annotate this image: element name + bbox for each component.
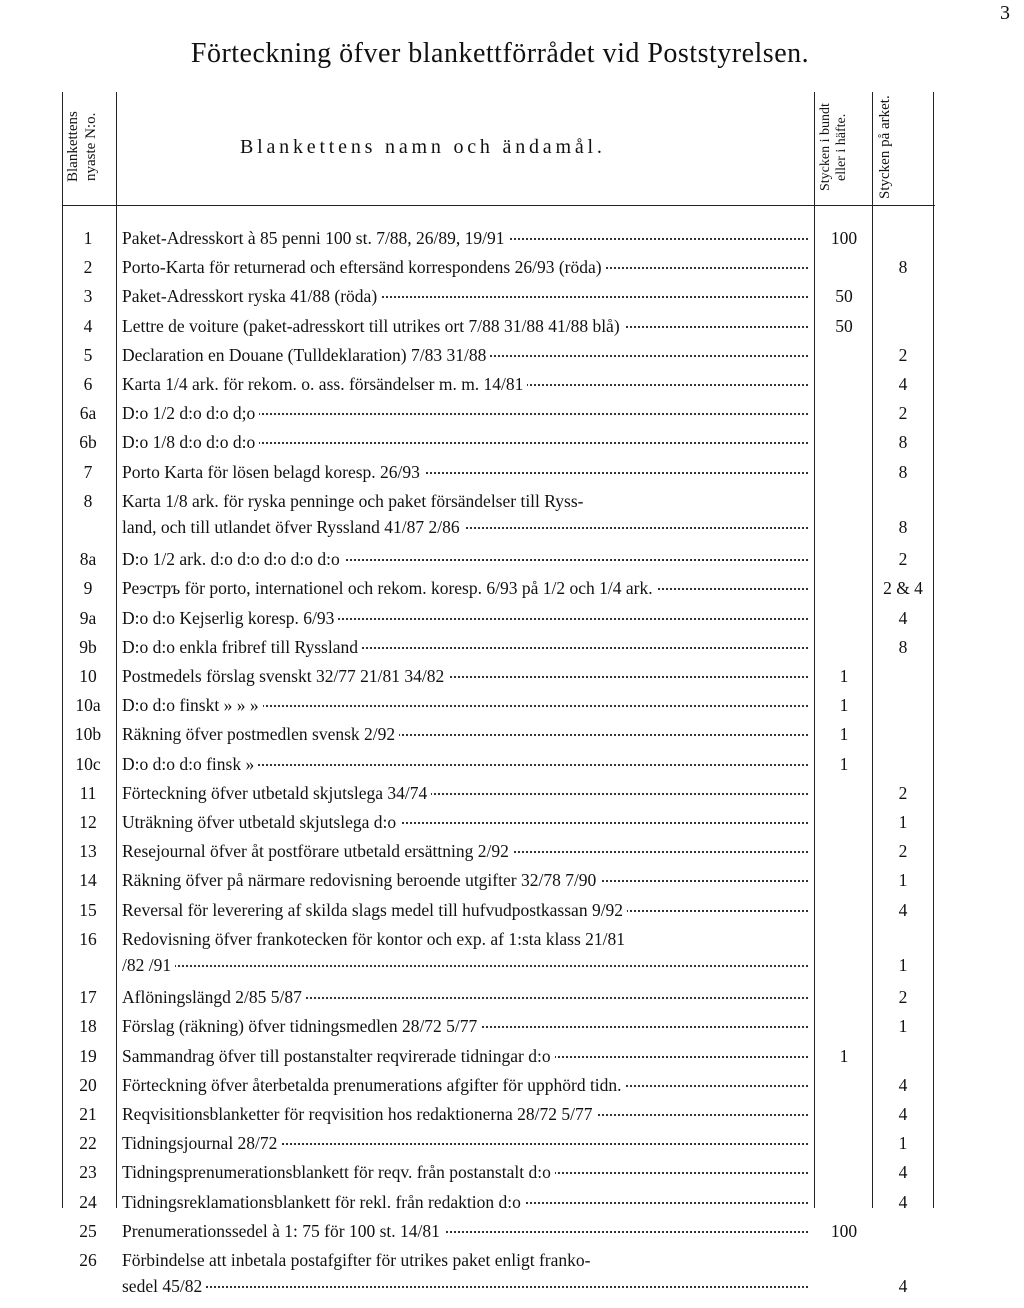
row-description-text: Resejournal öfver åt postförare utbetald ersättning 2/92 xyxy=(122,841,513,861)
row-number: 10a xyxy=(75,695,101,715)
row-description xyxy=(122,987,812,1008)
row-description xyxy=(122,491,812,512)
row-number: 20 xyxy=(79,1075,97,1095)
table-row xyxy=(0,1046,1024,1076)
row-description xyxy=(122,1133,812,1154)
row-sheet-count: 2 xyxy=(898,841,908,861)
row-number: 2 xyxy=(83,257,93,277)
row-sheet-count: 1 xyxy=(898,812,908,832)
row-number: 18 xyxy=(79,1016,97,1036)
table-row xyxy=(0,754,1024,784)
row-number: 10b xyxy=(74,724,102,744)
page-title: Förteckning öfver blankettförrådet vid Poststyrelsen. xyxy=(190,38,810,69)
table-row xyxy=(0,900,1024,930)
row-description-text: Reversal för leverering af skilda slags medel till hufvudpostkassan 9/92 xyxy=(122,900,627,920)
row-sheet-count: 4 xyxy=(898,1104,908,1124)
table-row xyxy=(0,870,1024,900)
row-sheet-count: 8 xyxy=(898,257,908,277)
row-description-text: Paket-Adresskort ryska 41/88 (röda) xyxy=(122,286,381,306)
row-number: 6a xyxy=(79,403,97,423)
table-row xyxy=(0,666,1024,696)
table-row xyxy=(0,695,1024,725)
row-description xyxy=(122,1221,812,1242)
row-description xyxy=(122,608,812,629)
row-description-text: Reqvisitionsblanketter för reqvisition hos redaktionerna 28/72 5/77 xyxy=(122,1104,596,1124)
row-description-text: Uträkning öfver utbetald skjutslega d:o xyxy=(122,812,400,832)
row-sheet-count: 1 xyxy=(898,1133,908,1153)
row-description-continued-text: sedel 45/82 xyxy=(122,1276,206,1296)
row-number: 10c xyxy=(75,754,101,774)
row-description-text: Tidningsprenumerationsblankett för reqv. från postanstalt d:o xyxy=(122,1162,555,1182)
header-number-column: Blankettens nyaste N:o. xyxy=(65,111,99,183)
row-number: 26 xyxy=(79,1250,97,1270)
row-sheet-count: 2 xyxy=(898,987,908,1007)
row-description-text: D:o d:o finskt » » » xyxy=(122,695,263,715)
table-row xyxy=(0,286,1024,316)
row-description xyxy=(122,695,812,716)
table-row xyxy=(0,1016,1024,1046)
row-bound-count: 1 xyxy=(839,695,849,715)
table-row xyxy=(0,929,1024,975)
row-description xyxy=(122,345,812,366)
table-row xyxy=(0,783,1024,813)
row-description xyxy=(122,1046,812,1067)
row-number: 7 xyxy=(83,462,93,482)
row-description-text: Porto-Karta för returnerad och eftersänd korrespondens 26/93 (röda) xyxy=(122,257,606,277)
row-description-text: D:o 1/8 d:o d:o d:o xyxy=(122,432,259,452)
row-bound-count: 1 xyxy=(839,754,849,774)
row-description xyxy=(122,374,812,395)
row-description-text: Declaration en Douane (Tulldeklaration) 7/83 31/88 xyxy=(122,345,490,365)
row-description-text: D:o d:o d:o finsk » xyxy=(122,754,258,774)
row-number: 8a xyxy=(79,549,97,569)
row-description xyxy=(122,841,812,862)
row-number: 25 xyxy=(79,1221,97,1241)
table-row xyxy=(0,812,1024,842)
row-description xyxy=(122,900,812,921)
header-rule xyxy=(62,205,935,206)
row-number: 14 xyxy=(79,870,97,890)
row-description-text: Tidningsjournal 28/72 xyxy=(122,1133,281,1153)
row-sheet-count: 1 xyxy=(898,870,908,890)
row-description-text: Tidningsreklamationsblankett för rekl. från redaktion d:o xyxy=(122,1192,525,1212)
header-sheet-column: Stycken på arket. xyxy=(877,95,893,199)
row-sheet-count: 4 xyxy=(898,1192,908,1212)
row-sheet-count: 1 xyxy=(898,955,908,975)
row-description-continued-text: land, och till utlandet öfver Ryssland 41/87 2/86 xyxy=(122,517,464,537)
row-bound-count: 1 xyxy=(839,666,849,686)
row-description xyxy=(122,724,812,745)
row-number: 9a xyxy=(79,608,97,628)
row-sheet-count: 8 xyxy=(898,517,908,537)
row-number: 6 xyxy=(83,374,93,394)
row-description-text: Реэстръ för porto, internationel och rekom. koresp. 6/93 på 1/2 och 1/4 ark. xyxy=(122,578,657,598)
row-description xyxy=(122,1162,812,1183)
row-description-text: Postmedels förslag svenskt 32/77 21/81 34/82 xyxy=(122,666,448,686)
table-row xyxy=(0,228,1024,258)
row-description xyxy=(122,286,812,307)
row-sheet-count: 4 xyxy=(898,374,908,394)
row-sheet-count: 8 xyxy=(898,637,908,657)
row-description-text: D:o d:o Kejserlig koresp. 6/93 xyxy=(122,608,338,628)
row-number: 3 xyxy=(83,286,93,306)
table-row xyxy=(0,345,1024,375)
row-description xyxy=(122,783,812,804)
row-sheet-count: 4 xyxy=(898,1276,908,1296)
row-number: 12 xyxy=(79,812,97,832)
row-description-text: Räkning öfver på närmare redovisning beroende utgifter 32/78 7/90 xyxy=(122,870,600,890)
row-description xyxy=(122,462,812,483)
row-description xyxy=(122,432,812,453)
table-row xyxy=(0,578,1024,608)
row-description xyxy=(122,1250,812,1271)
row-sheet-count: 2 & 4 xyxy=(883,578,923,598)
table-row xyxy=(0,491,1024,537)
row-sheet-count: 2 xyxy=(898,403,908,423)
row-description-continued xyxy=(122,955,812,976)
row-description-continued-text: /82 /91 xyxy=(122,955,175,975)
row-description-text: Förteckning öfver återbetalda prenumerations afgifter för upphörd tidn. xyxy=(122,1075,626,1095)
row-description-text: Lettre de voiture (paket-adresskort till utrikes ort 7/88 31/88 41/88 blå) xyxy=(122,316,624,336)
row-description-text: Paket-Adresskort à 85 penni 100 st. 7/88, 26/89, 19/91 xyxy=(122,228,509,248)
row-description xyxy=(122,316,812,337)
row-number: 16 xyxy=(79,929,97,949)
row-sheet-count: 2 xyxy=(898,345,908,365)
row-sheet-count: 4 xyxy=(898,1075,908,1095)
row-description xyxy=(122,403,812,424)
table-row xyxy=(0,987,1024,1017)
row-description xyxy=(122,929,812,950)
table-row xyxy=(0,841,1024,871)
row-number: 21 xyxy=(79,1104,97,1124)
row-description-text: D:o 1/2 d:o d:o d;o xyxy=(122,403,259,423)
row-number: 1 xyxy=(83,228,93,248)
row-description xyxy=(122,549,812,570)
row-description xyxy=(122,1104,812,1125)
table-row xyxy=(0,724,1024,754)
row-number: 6b xyxy=(79,432,97,452)
table-row xyxy=(0,374,1024,404)
table-row xyxy=(0,1192,1024,1222)
row-bound-count: 50 xyxy=(835,316,853,336)
row-sheet-count: 4 xyxy=(898,1162,908,1182)
row-number: 23 xyxy=(79,1162,97,1182)
row-description-text: Förteckning öfver utbetald skjutslega 34/74 xyxy=(122,783,431,803)
row-sheet-count: 8 xyxy=(898,432,908,452)
table-row xyxy=(0,1075,1024,1105)
row-description-text: Räkning öfver postmedlen svensk 2/92 xyxy=(122,724,399,744)
header-bound-column: Stycken i bundt eller i häfte. xyxy=(818,103,849,191)
row-bound-count: 100 xyxy=(830,228,858,248)
row-description-continued xyxy=(122,517,812,538)
row-description xyxy=(122,1075,812,1096)
row-number: 24 xyxy=(79,1192,97,1212)
table-row xyxy=(0,403,1024,433)
row-bound-count: 1 xyxy=(839,724,849,744)
row-description-text: D:o 1/2 ark. d:o d:o d:o d:o d:o xyxy=(122,549,344,569)
table-row xyxy=(0,1221,1024,1251)
row-description xyxy=(122,257,812,278)
row-number: 10 xyxy=(79,666,97,686)
row-number: 22 xyxy=(79,1133,97,1153)
row-description xyxy=(122,666,812,687)
row-description xyxy=(122,637,812,658)
row-description-text: Sammandrag öfver till postanstalter reqvirerade tidningar d:o xyxy=(122,1046,555,1066)
row-number: 19 xyxy=(79,1046,97,1066)
row-number: 8 xyxy=(83,491,93,511)
table-row xyxy=(0,1250,1024,1296)
row-number: 9b xyxy=(79,637,97,657)
row-sheet-count: 4 xyxy=(898,900,908,920)
row-description xyxy=(122,1192,812,1213)
row-description-text: Karta 1/8 ark. för ryska penninge och paket försändelser till Ryss- xyxy=(122,491,587,511)
row-description xyxy=(122,578,812,599)
table-row xyxy=(0,1162,1024,1192)
row-sheet-count: 2 xyxy=(898,549,908,569)
row-number: 13 xyxy=(79,841,97,861)
row-description-text: Karta 1/4 ark. för rekom. o. ass. försändelser m. m. 14/81 xyxy=(122,374,527,394)
row-number: 17 xyxy=(79,987,97,1007)
table-row xyxy=(0,462,1024,492)
row-description-text: D:o d:o enkla fribref till Ryssland xyxy=(122,637,362,657)
row-sheet-count: 4 xyxy=(898,608,908,628)
row-description-continued xyxy=(122,1276,812,1297)
row-number: 9 xyxy=(83,578,93,598)
table-row xyxy=(0,257,1024,287)
row-description-text: Förbindelse att inbetala postafgifter för utrikes paket enligt franko- xyxy=(122,1250,594,1270)
row-number: 4 xyxy=(83,316,93,336)
table-row xyxy=(0,1104,1024,1134)
row-number: 11 xyxy=(79,783,97,803)
row-description xyxy=(122,812,812,833)
row-description-text: Redovisning öfver frankotecken för kontor och exp. af 1:sta klass 21/81 xyxy=(122,929,629,949)
table-row xyxy=(0,608,1024,638)
row-description xyxy=(122,1016,812,1037)
row-description-text: Förslag (räkning) öfver tidningsmedlen 28/72 5/77 xyxy=(122,1016,481,1036)
row-description xyxy=(122,754,812,775)
row-sheet-count: 1 xyxy=(898,1016,908,1036)
row-description-text: Prenumerationssedel à 1: 75 för 100 st. 14/81 xyxy=(122,1221,444,1241)
table-row xyxy=(0,432,1024,462)
row-sheet-count: 2 xyxy=(898,783,908,803)
row-number: 5 xyxy=(83,345,93,365)
row-sheet-count: 8 xyxy=(898,462,908,482)
row-number: 15 xyxy=(79,900,97,920)
table-row xyxy=(0,316,1024,346)
row-description xyxy=(122,228,812,249)
row-description xyxy=(122,870,812,891)
header-name-column: Blankettens namn och ändamål. xyxy=(240,136,606,158)
table-row xyxy=(0,549,1024,579)
row-bound-count: 100 xyxy=(830,1221,858,1241)
table-row xyxy=(0,637,1024,667)
page-number: 3 xyxy=(1000,2,1010,24)
table-row xyxy=(0,1133,1024,1163)
row-bound-count: 1 xyxy=(839,1046,849,1066)
row-description-text: Aflöningslängd 2/85 5/87 xyxy=(122,987,306,1007)
row-description-text: Porto Karta för lösen belagd koresp. 26/93 xyxy=(122,462,424,482)
row-bound-count: 50 xyxy=(835,286,853,306)
